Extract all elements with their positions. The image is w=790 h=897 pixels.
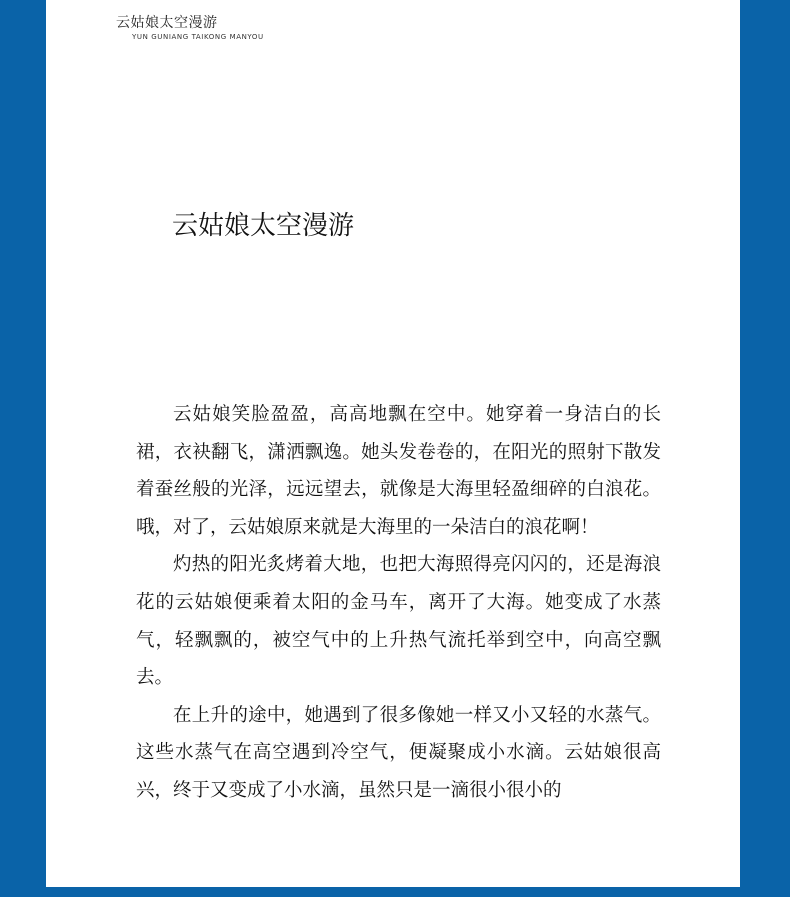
running-header: [116, 14, 264, 42]
chapter-title: 云姑娘太空漫游: [172, 211, 355, 241]
chapter-body: [136, 396, 661, 810]
paragraph: 在上升的途中，她遇到了很多像她一样又小又轻的水蒸气。这些水蒸气在高空遇到冷空气，便凝聚成小水滴。云姑娘很高兴，终于又变成了小水滴，虽然只是一滴很小很小的: [136, 704, 661, 801]
paragraph: 云姑娘笑脸盈盈，高高地飘在空中。她穿着一身洁白的长裙，衣袂翻飞，潇洒飘逸。她头发卷卷的，在阳光的照射下散发着蚕丝般的光泽，远远望去，就像是大海里轻盈细碎的白浪花。哦，对了，云姑娘原来就是大海里的一朵洁白的浪花啊！: [136, 404, 661, 538]
running-header-title: 云姑娘太空漫游: [116, 15, 218, 31]
book-page: [46, 0, 740, 887]
paragraph: 灼热的阳光炙烤着大地，也把大海照得亮闪闪的，还是海浪花的云姑娘便乘着太阳的金马车，离开了大海。她变成了水蒸气，轻飘飘的，被空气中的上升热气流托举到空中，向高空飘去。: [136, 554, 661, 689]
running-header-pinyin: YUN GUNIANG TAIKONG MANYOU: [132, 33, 264, 41]
